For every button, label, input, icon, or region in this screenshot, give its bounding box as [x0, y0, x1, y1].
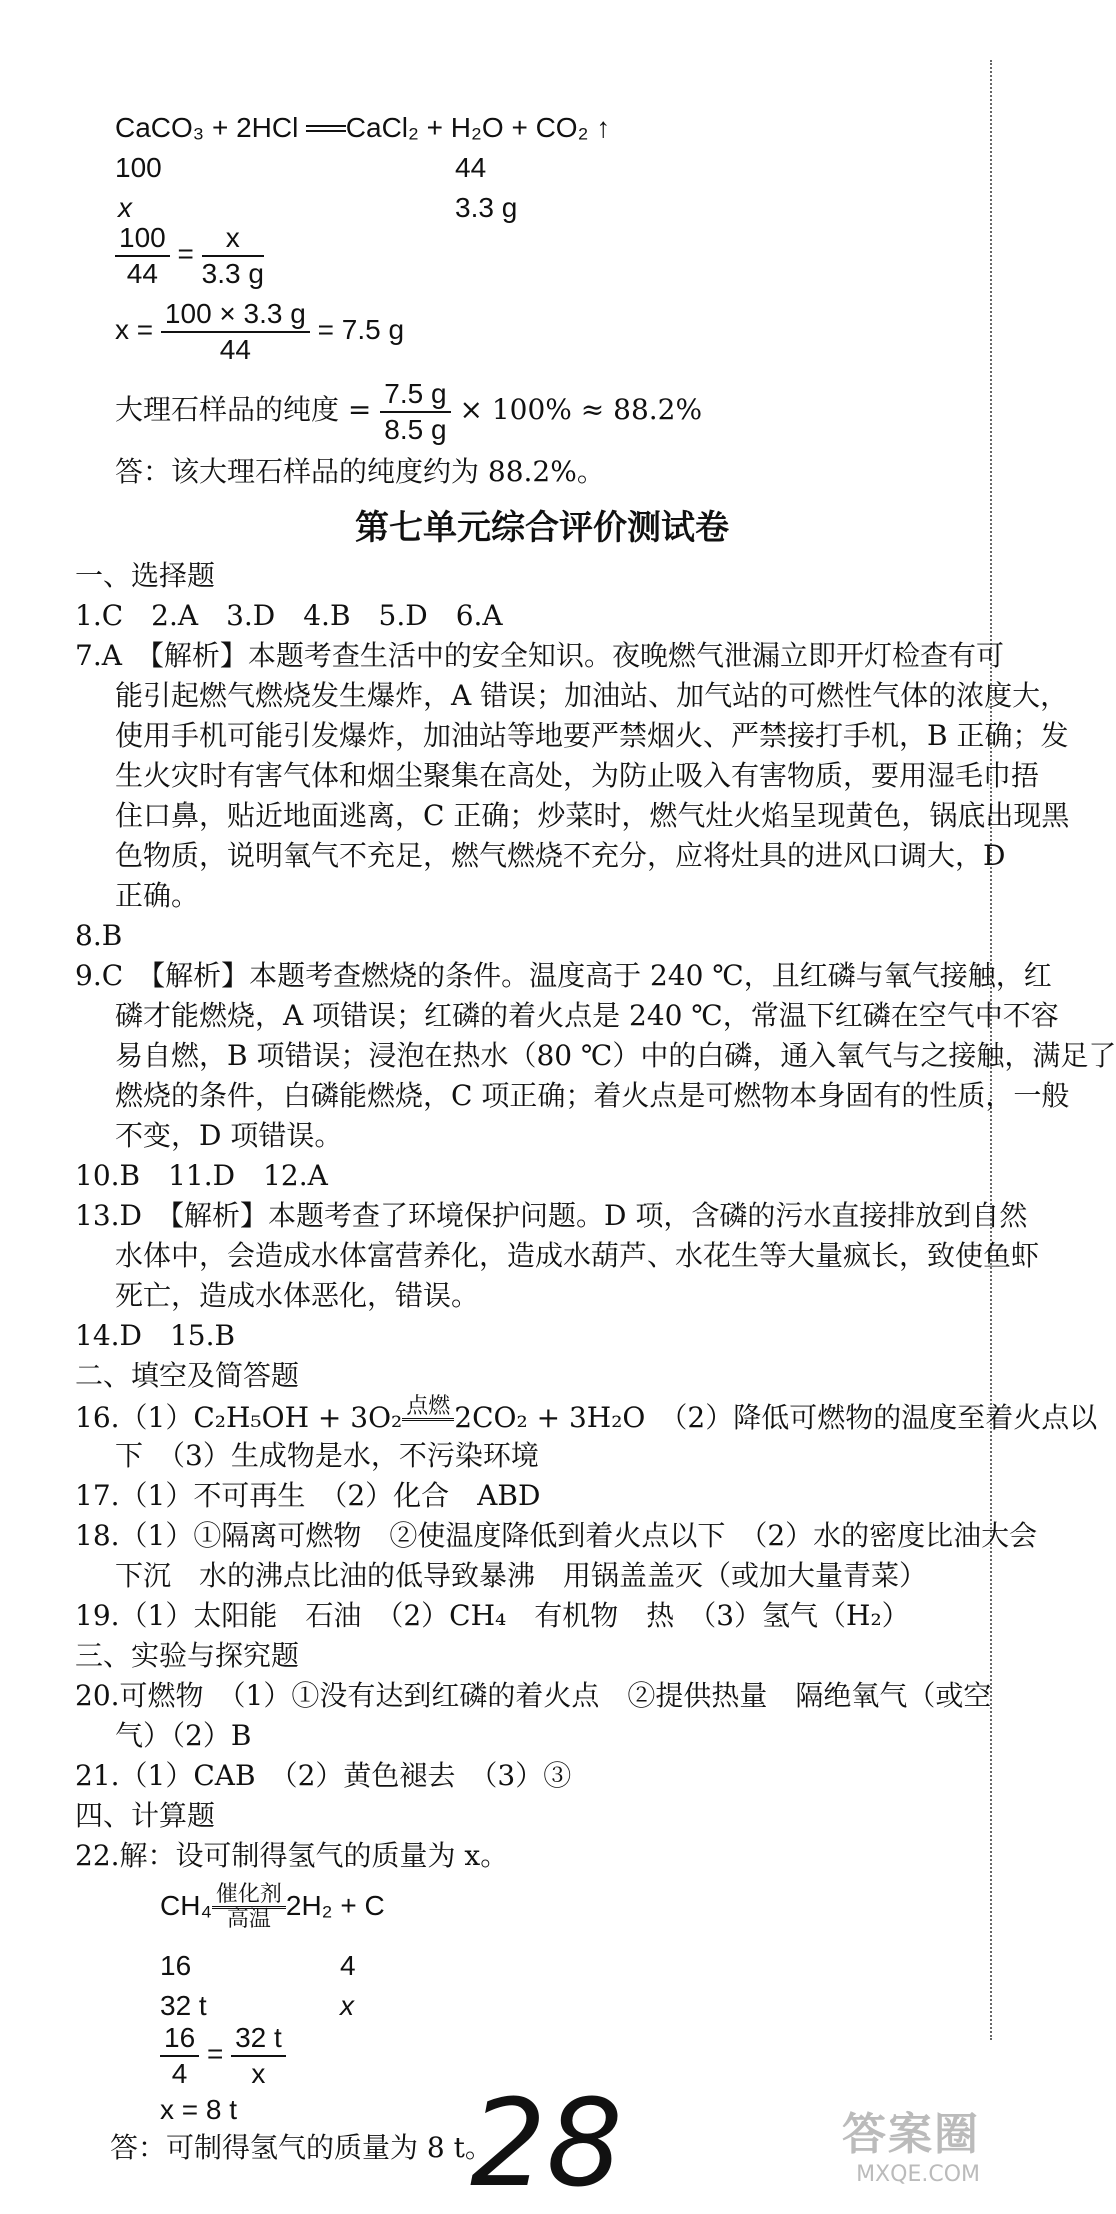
answer-line: 水体中，会造成水体富营养化，造成水葫芦、水花生等大量疯长，致使鱼虾 — [115, 1239, 1040, 1272]
ratio-left-1: 16 — [160, 1950, 192, 1981]
purity-calculation: 大理石样品的纯度 = $\frac{7.5 g}{8.5 g}$ × 100% ≈ 88.2% — [115, 377, 703, 445]
proportion-1: $\frac{100}{44}$ = $\frac{x}{3.3 g}$ — [115, 220, 264, 291]
answer-line: 14.D 15.B — [75, 1319, 236, 1352]
watermark-logo: 答案圈 MXQE.COM — [842, 2109, 980, 2187]
answer-line: 1.C 2.A 3.D 4.B 5.D 6.A — [75, 599, 503, 632]
ratio-right-2: x — [340, 1990, 354, 2021]
fraction: $\frac{100}{44}$ — [115, 221, 170, 291]
answer-line: 9.C 【解析】本题考查燃烧的条件。温度高于 240 ℃，且红磷与氧气接触，红 — [75, 959, 1052, 992]
answer-line: 21.（1）CAB （2）黄色褪去 （3）③ — [75, 1759, 572, 1792]
answer-line: 死亡，造成水体恶化，错误。 — [115, 1279, 480, 1312]
answer-line: 下 （3）生成物是水，不污染环境 — [115, 1439, 539, 1472]
fraction: $\frac{32 t}{x}$ — [231, 2021, 286, 2091]
answer-line: 7.A 【解析】本题考查生活中的安全知识。夜晚燃气泄漏立即开灯检查有可 — [75, 639, 1004, 672]
answer-line: 正确。 — [115, 879, 200, 912]
answer-line: 18.（1）①隔离可燃物 ②使温度降低到着火点以下 （2）水的密度比油大会 — [75, 1519, 1038, 1552]
section-heading: 一、选择题 — [75, 559, 216, 592]
reaction-condition: 催化剂 高温 — [212, 1884, 286, 1931]
answer-line: 19.（1）太阳能 石油 （2）CH₄ 有机物 热 （3）氢气（H₂） — [75, 1599, 910, 1632]
answer-line: 10.B 11.D 12.A — [75, 1159, 328, 1192]
ratio-right-2: 3.3 g — [455, 192, 518, 223]
ratio-right-1: 4 — [340, 1950, 356, 1981]
answer-line: 不变，D 项错误。 — [115, 1119, 343, 1152]
chem-equation-caco3: CaCO₃ + 2HCl ══CaCl₂ + H₂O + CO₂ ↑ — [115, 112, 611, 143]
ratio-left-1: 100 — [115, 152, 162, 183]
fraction: $\frac{100 \times 3.3 g}{44}$ — [161, 297, 310, 367]
answer-hydrogen: 答：可制得氢气的质量为 8 t。 — [110, 2131, 493, 2164]
fraction: $\frac{7.5 g}{8.5 g}$ — [380, 377, 450, 447]
chem-equation-ch4: CH₄ 催化剂 高温 2H₂ + C — [160, 1882, 385, 1933]
answer-line: 22.解：设可制得氢气的质量为 x。 — [75, 1839, 509, 1872]
answer-line: 燃烧的条件，白磷能燃烧，C 项正确；着火点是可燃物本身固有的性质，一般 — [115, 1079, 1070, 1112]
reaction-condition: 点燃 — [402, 1396, 454, 1443]
section-heading: 二、填空及简答题 — [75, 1359, 300, 1392]
answer-line: 13.D 【解析】本题考查了环境保护问题。D 项，含磷的污水直接排放到自然 — [75, 1199, 1028, 1232]
answer-line: 使用手机可能引发爆炸，加油站等地要严禁烟火、严禁接打手机，B 正确；发 — [115, 719, 1069, 752]
ratio-right-1: 44 — [455, 152, 487, 183]
page-title: 第七单元综合评价测试卷 — [355, 508, 729, 548]
answer-line: 下沉 水的沸点比油的低导致暴沸 用锅盖盖灭（或加大量青菜） — [115, 1559, 928, 1592]
answer-line: 生火灾时有害气体和烟尘聚集在高处，为防止吸入有害物质，要用湿毛巾捂 — [115, 759, 1040, 792]
answer-line: 磷才能燃烧，A 项错误；红磷的着火点是 240 ℃，常温下红磷在空气中不容 — [115, 999, 1059, 1032]
fraction: $\frac{16}{4}$ — [160, 2021, 199, 2091]
solve-x-1: x = $\frac{100 \times 3.3 g}{44}$ = 7.5 g — [115, 297, 405, 365]
proportion-2: $\frac{16}{4}$ = $\frac{32 t}{x}$ — [160, 2020, 286, 2091]
answer-line: 色物质，说明氧气不充足，燃气燃烧不充分，应将灶具的进风口调大，D — [115, 839, 1006, 872]
answer-line: 易自燃，B 项错误；浸泡在热水（80 ℃）中的白磷，通入氧气与之接触，满足了 — [115, 1039, 1116, 1072]
answer-line: 气）（2）B — [115, 1719, 252, 1752]
answer-line: 住口鼻，贴近地面逃离，C 正确；炒菜时，燃气灶火焰呈现黄色，锅底出现黑 — [115, 799, 1070, 832]
answer-line: 能引起燃气燃烧发生爆炸，A 错误；加油站、加气站的可燃性气体的浓度大， — [115, 679, 1069, 712]
fraction: $\frac{x}{3.3 g}$ — [201, 221, 264, 289]
answer-line: 17.（1）不可再生 （2）化合 ABD — [75, 1479, 541, 1512]
section-heading: 四、计算题 — [75, 1799, 216, 1832]
ratio-left-2: 32 t — [160, 1990, 207, 2021]
answer-purity: 答：该大理石样品的纯度约为 88.2%。 — [115, 455, 605, 488]
answer-line-16: 16.（1）C₂H₅OH + 3O₂ 点燃 2CO₂ + 3H₂O （2）降低可燃物的温度至着火点以 — [75, 1396, 1097, 1443]
section-heading: 三、实验与探究题 — [75, 1639, 300, 1672]
solve-x-2: x = 8 t — [160, 2094, 238, 2125]
handwritten-page-number: 28 — [470, 2075, 623, 2214]
answer-line: 20.可燃物 （1）①没有达到红磷的着火点 ②提供热量 隔绝氧气（或空 — [75, 1679, 992, 1712]
answer-line: 8.B — [75, 919, 123, 952]
ratio-left-2: x — [118, 192, 132, 223]
